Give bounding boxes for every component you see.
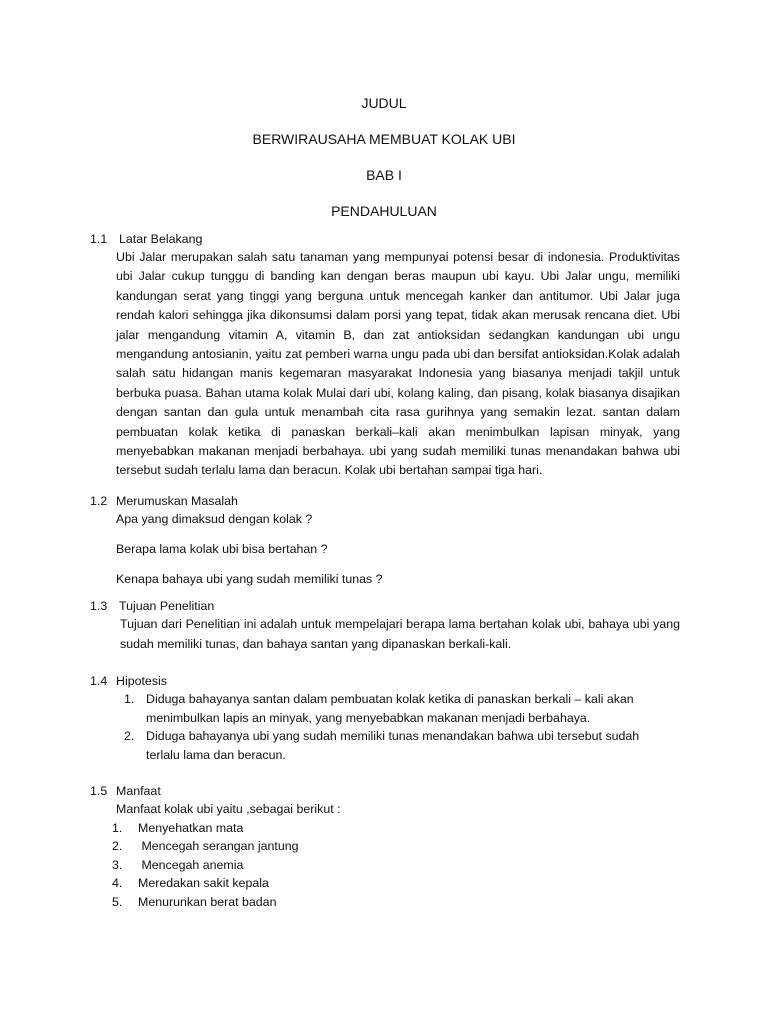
list-text: Meredakan sakit kepala [138, 876, 269, 891]
list-number: 1. [124, 692, 135, 706]
list-text: Diduga bahayanya ubi yang sudah memiliki tunas menandakan bahwa ubi tersebut sudah terlalu lama dan beracun. [146, 729, 640, 762]
manfaat-intro: Manfaat kolak ubi yaitu ,sebagai berikut : [116, 802, 341, 816]
section-title: Tujuan Penelitian [119, 599, 215, 613]
list-text: Menyehatkan mata [138, 820, 244, 835]
bab-label: BAB I [366, 167, 402, 183]
section-heading [90, 782, 686, 800]
section-number: 1.2 [90, 494, 108, 508]
question-item: Kenapa bahaya ubi yang sudah memiliki tunas ? [116, 572, 383, 586]
judul-label: JUDUL [361, 95, 407, 111]
list-text: Mencegah serangan jantung [138, 839, 299, 854]
list-item [112, 837, 686, 856]
list-number: 2. [124, 729, 135, 744]
question-item: Apa yang dimaksud dengan kolak ? [116, 512, 313, 526]
list-item [124, 727, 686, 764]
section-title: Merumuskan Masalah [116, 494, 238, 508]
manfaat-list [112, 819, 686, 912]
section-title: Latar Belakang [119, 232, 203, 246]
section-title: Hipotesis [116, 674, 167, 688]
section-number: 1.4 [90, 674, 108, 688]
list-number: 1. [112, 820, 123, 835]
section-tujuan-penelitian [90, 597, 686, 654]
section-paragraph: Tujuan dari Penelitian ini adalah untuk mempelajari berapa lama bertahan kolak ubi, bahaya ubi yang sudah memiliki tunas, dan bahaya santan yang dipanaskan berkali-kali. [120, 617, 680, 651]
list-number: 3. [112, 857, 123, 872]
section-hipotesis [90, 672, 686, 764]
section-heading [90, 230, 686, 248]
list-text: Diduga bahayanya santan dalam pembuatan kolak ketika di panaskan berkali – kali akan menimbulkan lapis an minyak, yang menyebabkan makanan menjadi berbahaya. [146, 692, 634, 725]
hipotesis-list [124, 690, 686, 764]
list-item [112, 856, 686, 875]
section-latar-belakang [90, 230, 686, 481]
list-text: Mencegah anemia [138, 857, 244, 872]
section-manfaat [90, 782, 686, 912]
section-heading [90, 597, 686, 615]
list-item [112, 819, 686, 838]
list-item [124, 690, 686, 727]
section-number: 1.1 [90, 232, 108, 246]
section-heading [90, 492, 686, 510]
section-number: 1.3 [90, 599, 108, 613]
list-item [112, 874, 686, 893]
chapter-title: PENDAHULUAN [331, 203, 437, 219]
list-number: 4. [112, 876, 123, 891]
question-item: Berapa lama kolak ubi bisa bertahan ? [116, 542, 328, 556]
title-block [0, 94, 768, 220]
section-number: 1.5 [90, 784, 108, 798]
section-heading [90, 672, 686, 690]
list-number: 2. [112, 839, 123, 854]
section-merumuskan-masalah [90, 492, 686, 600]
list-text: Menurunkan berat badan [138, 894, 277, 909]
main-title: BERWIRAUSAHA MEMBUAT KOLAK UBI [252, 131, 516, 147]
section-paragraph: Ubi Jalar merupakan salah satu tanaman yang mempunyai potensi besar di indonesia. Produktivitas ubi Jalar cukup tunggu di banding kan dengan beras maupun ubi kayu. Ubi Jalar ungu, memiliki kandungan serat yang tinggi yang berguna untuk mencegah kanker dan antitumor. Ubi Jalar juga rendah kalori sehingga jika dikonsumsi dalam porsi yang tepat, tidak akan merusak rencana diet. Ubi jalar mengandung vitamin A, vitamin B, dan zat antioksidan sedangkan kandungan ubi ungu mengandung antosianin, yaitu zat pemberi warna ungu pada ubi dan bersifat antioksidan.Kolak adalah salah satu hidangan manis kegemaran masyarakat Indonesia yang biasanya menjadi takjil untuk berbuka puasa. Bahan utama kolak Mulai dari ubi, kolang kaling, dan pisang, kolak biasanya disajikan dengan santan dan gula untuk menambah cita rasa gurihnya yang semakin lezat. santan dalam pembuatan kolak ketika di panaskan berkali–kali akan menimbulkan lapisan minyak, yang menyebabkan makanan menjadi berbahaya. ubi yang sudah memiliki tunas menandakan bahwa ubi tersebut sudah terlalu lama dan beracun. Kolak ubi bertahan sampai tiga hari. [116, 250, 680, 478]
list-item [112, 893, 686, 912]
section-title: Manfaat [116, 784, 161, 798]
list-number: 5. [112, 894, 123, 909]
